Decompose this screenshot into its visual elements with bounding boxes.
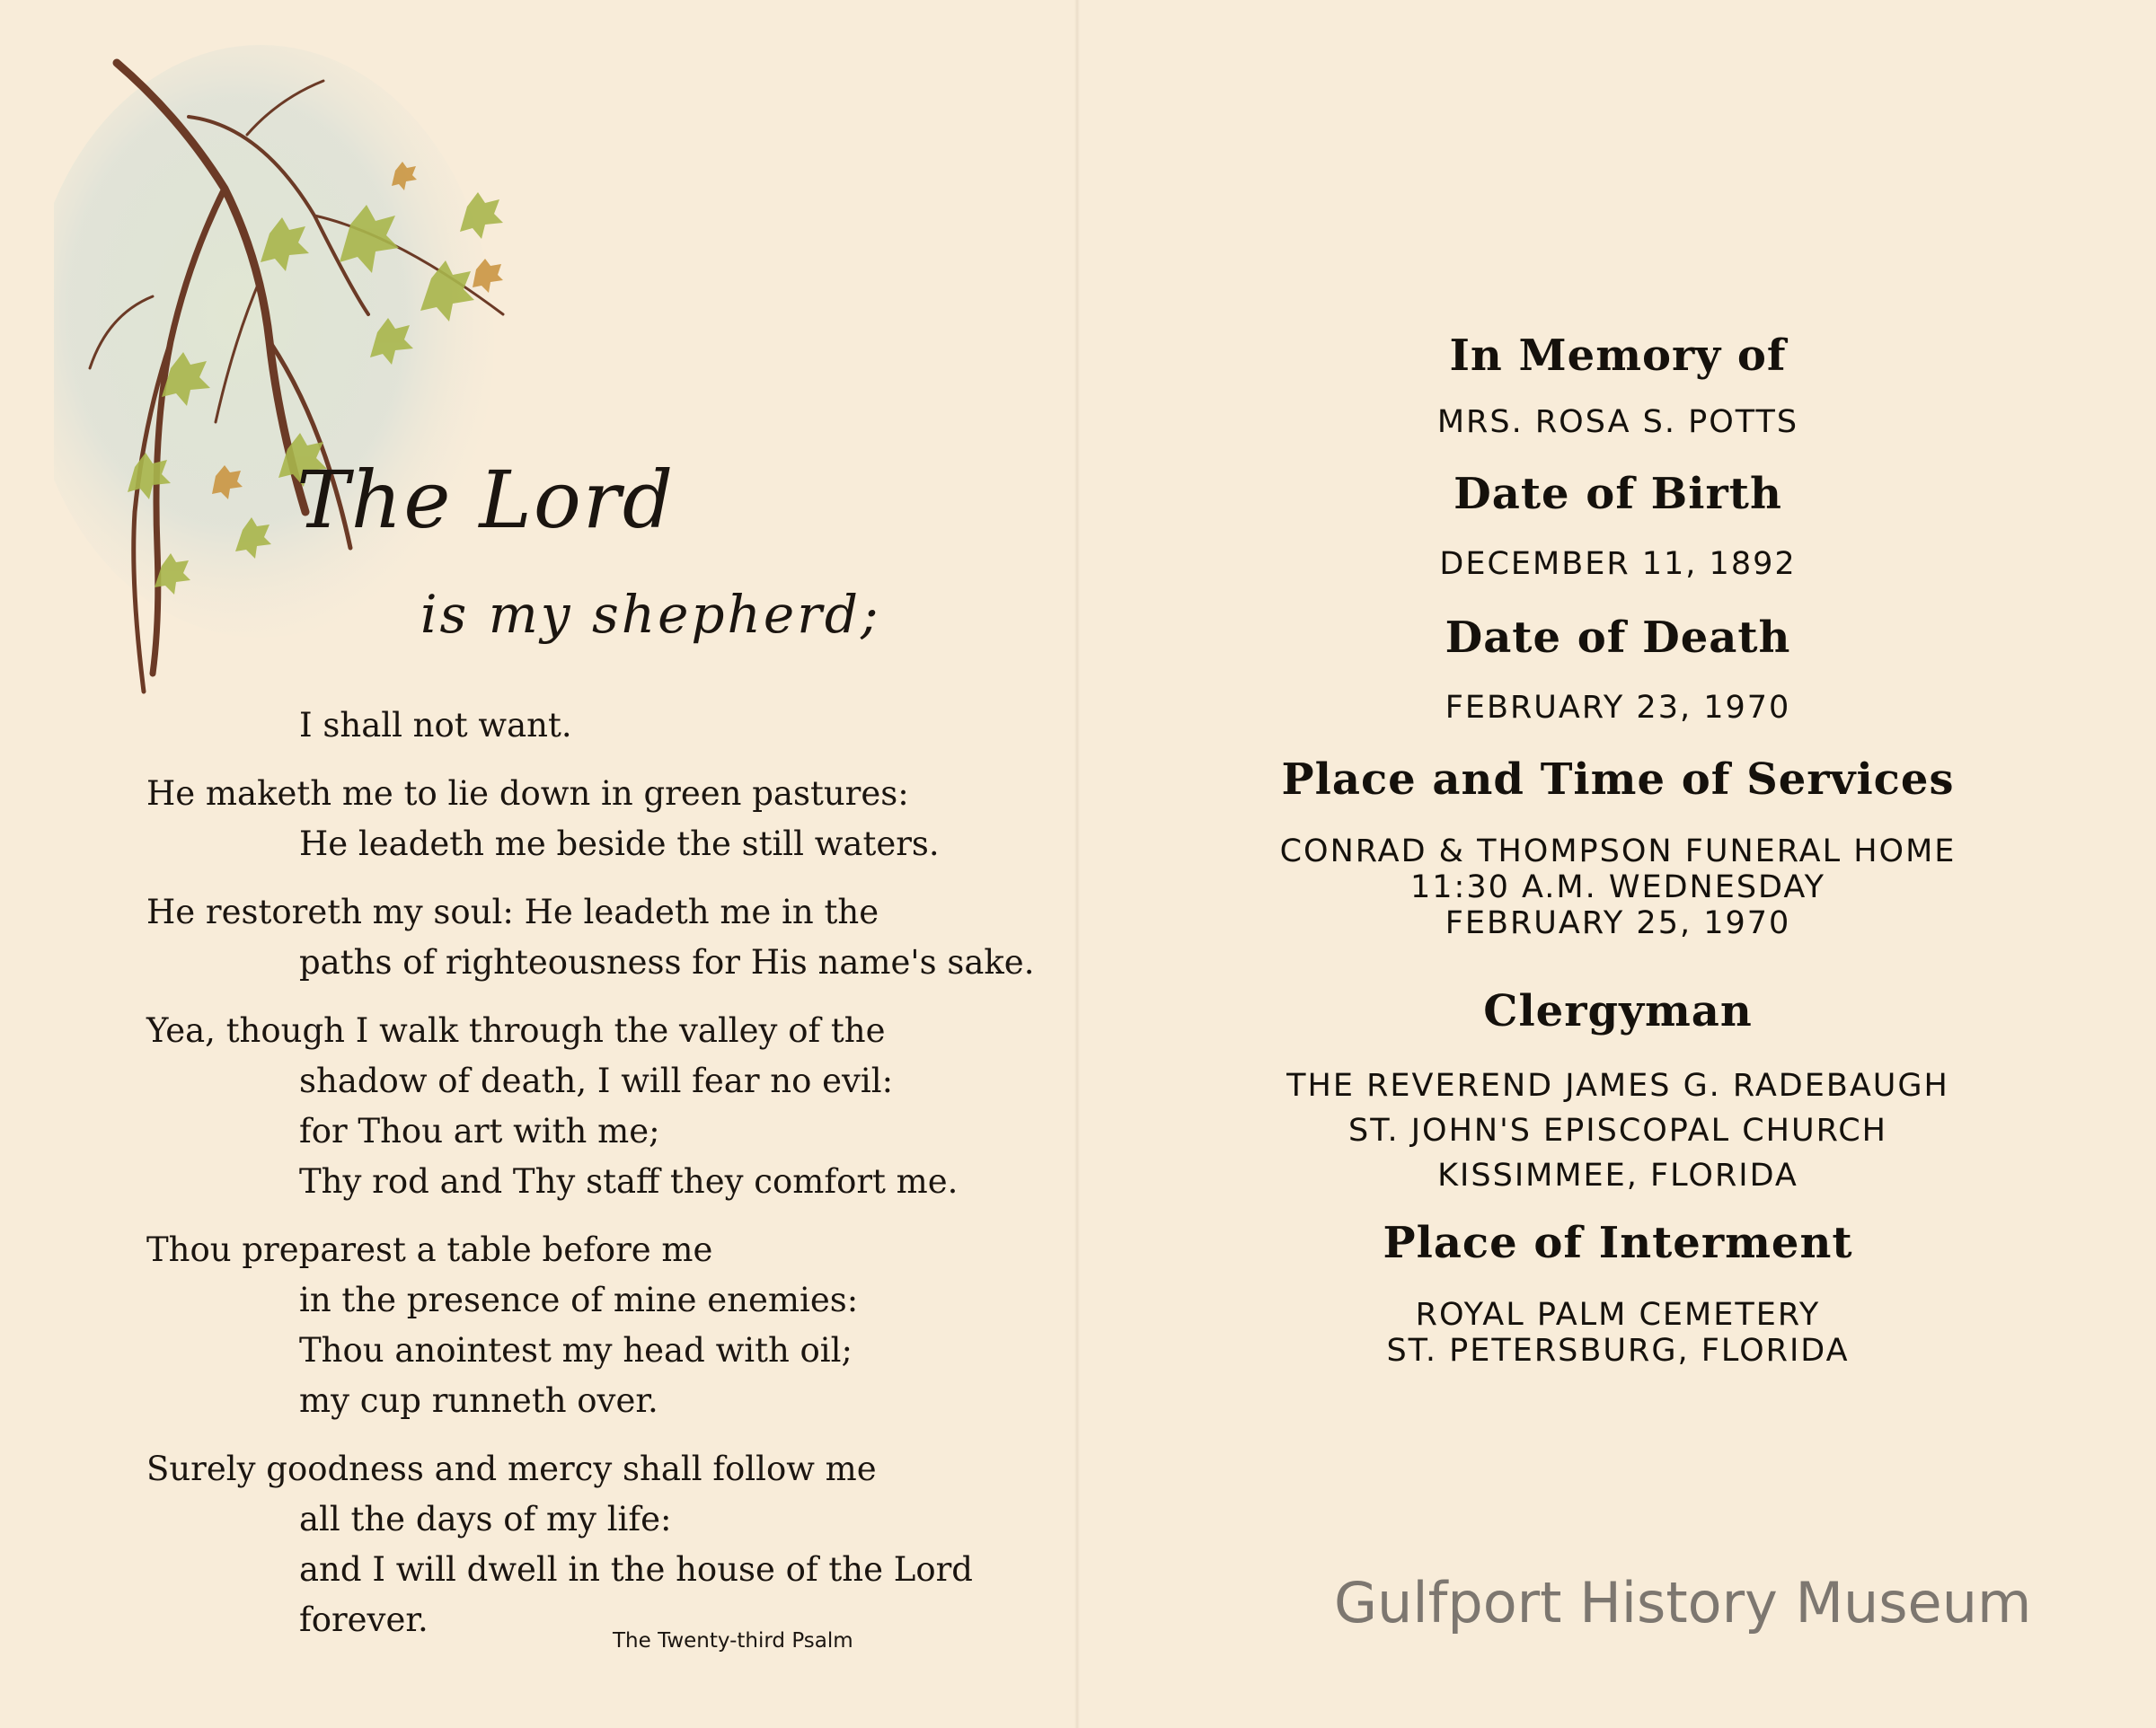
- birth-date: DECEMBER 11, 1892: [1439, 546, 1797, 582]
- clergyman-name: THE REVEREND JAMES G. RADEBAUGH: [1286, 1068, 1949, 1104]
- psalm-line: paths of righteousness for His name's sake.: [299, 943, 1035, 982]
- interment-details: [1080, 1297, 2156, 1369]
- services-place: CONRAD & THOMPSON FUNERAL HOME: [1279, 833, 1957, 869]
- museum-watermark: Gulfport History Museum: [1334, 1570, 2032, 1635]
- psalm-stanza: [146, 1444, 1045, 1645]
- services-heading: Place and Time of Services: [1281, 754, 1955, 805]
- psalm-line: I shall not want.: [299, 706, 572, 745]
- services-details: [1080, 833, 2156, 941]
- clergyman-heading: Clergyman: [1483, 986, 1753, 1036]
- death-date: FEBRUARY 23, 1970: [1445, 690, 1791, 726]
- clergyman-city: KISSIMMEE, FLORIDA: [1437, 1158, 1798, 1194]
- psalm-title-line1: The Lord: [296, 454, 676, 546]
- psalm-line: in the presence of mine enemies:: [299, 1281, 859, 1319]
- psalm-line: He maketh me to lie down in green pastures:: [146, 774, 909, 813]
- psalm-line: Thou preparest a table before me: [146, 1230, 713, 1269]
- psalm-title-line2: is my shepherd;: [420, 584, 881, 645]
- psalm-stanza: [146, 769, 1045, 869]
- right-page: [1080, 0, 2156, 1728]
- deceased-name: MRS. ROSA S. POTTS: [1436, 404, 1799, 440]
- interment-city: ST. PETERSBURG, FLORIDA: [1386, 1333, 1850, 1369]
- death-heading: Date of Death: [1445, 613, 1791, 663]
- psalm-line: shadow of death, I will fear no evil:: [299, 1062, 894, 1100]
- services-date: FEBRUARY 25, 1970: [1445, 905, 1791, 941]
- psalm-line: forever.: [299, 1600, 429, 1639]
- interment-heading: Place of Interment: [1383, 1218, 1853, 1268]
- interment-place: ROYAL PALM CEMETERY: [1415, 1297, 1821, 1333]
- psalm-line: my cup runneth over.: [299, 1381, 658, 1420]
- psalm-line: for Thou art with me;: [299, 1112, 660, 1151]
- in-memory-heading: In Memory of: [1449, 331, 1787, 381]
- birth-heading: Date of Birth: [1454, 469, 1782, 519]
- psalm-stanza: [146, 1225, 1045, 1426]
- psalm-credit: The Twenty-third Psalm: [613, 1629, 853, 1653]
- psalm-line: He restoreth my soul: He leadeth me in the: [146, 893, 879, 931]
- clergyman-church: ST. JOHN'S EPISCOPAL CHURCH: [1348, 1113, 1887, 1149]
- psalm-line: and I will dwell in the house of the Lord: [299, 1550, 973, 1589]
- psalm-line: Thy rod and Thy staff they comfort me.: [299, 1162, 959, 1201]
- left-page: [0, 0, 1074, 1728]
- psalm-stanza: [146, 701, 1045, 751]
- psalm-line: Surely goodness and mercy shall follow me: [146, 1450, 877, 1488]
- psalm-stanza: [146, 1006, 1045, 1207]
- services-time: 11:30 A.M. WEDNESDAY: [1409, 869, 1826, 905]
- psalm-line: Yea, though I walk through the valley of the: [146, 1011, 886, 1050]
- psalm-text: [146, 701, 1045, 1663]
- branch-illustration: [54, 45, 557, 781]
- psalm-stanza: [146, 887, 1045, 988]
- psalm-line: Thou anointest my head with oil;: [299, 1331, 853, 1370]
- psalm-line: He leadeth me beside the still waters.: [299, 824, 940, 863]
- clergyman-details: [1080, 1063, 2156, 1198]
- psalm-line: all the days of my life:: [299, 1500, 672, 1538]
